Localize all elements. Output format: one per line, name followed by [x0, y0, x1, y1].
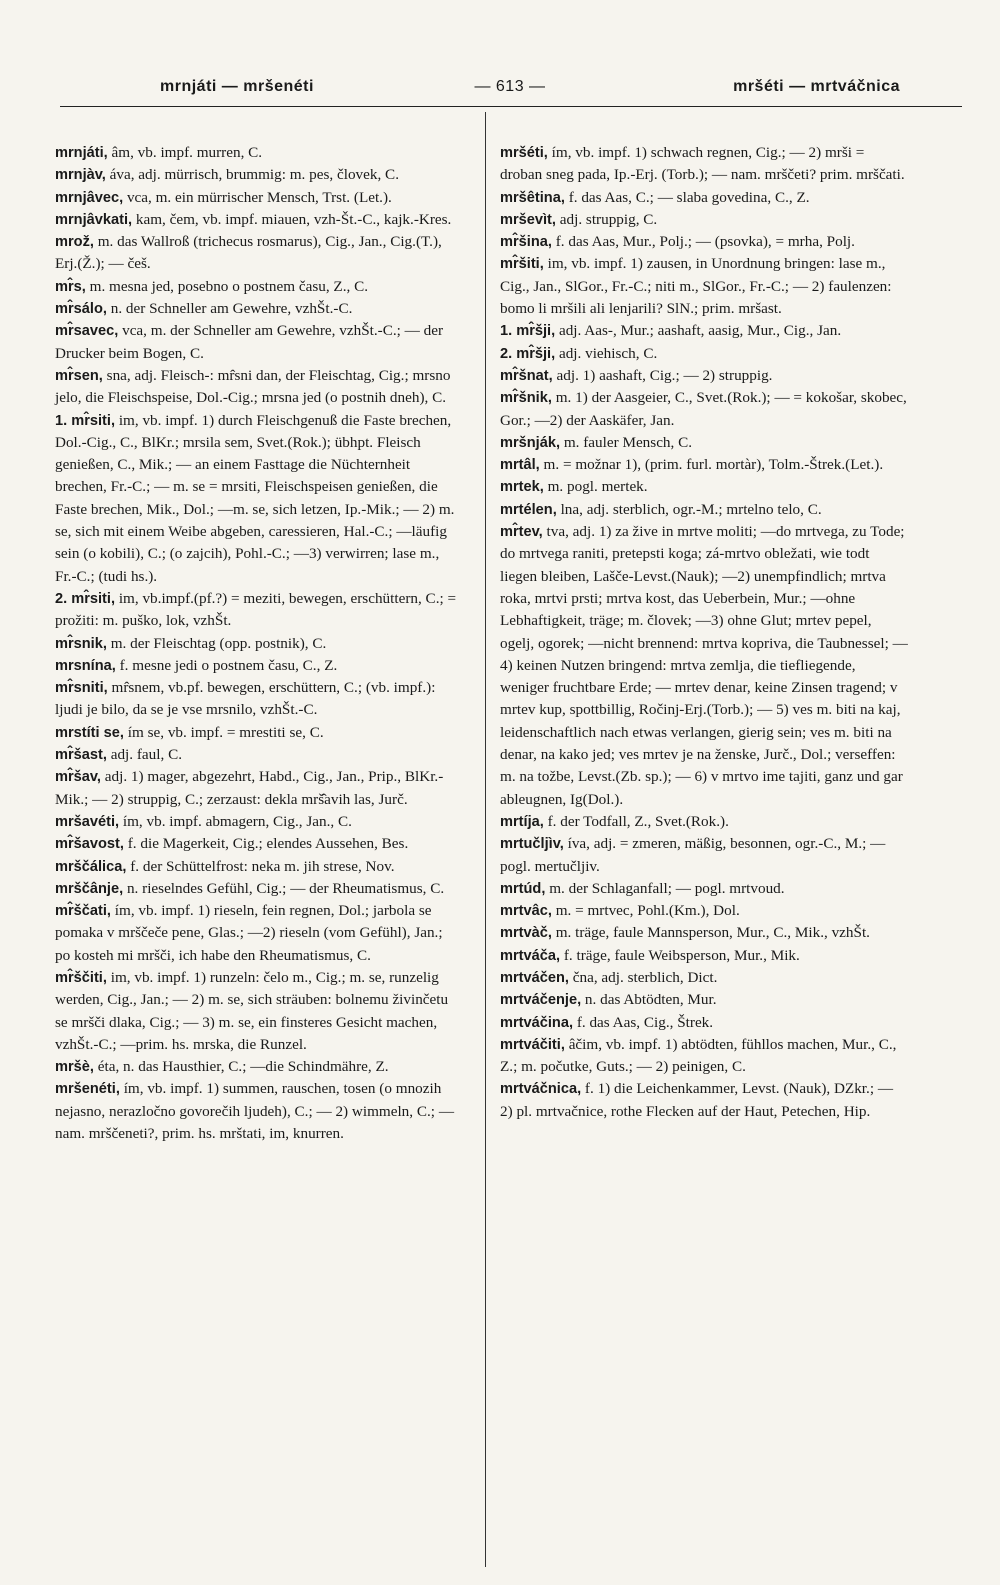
dictionary-entry: [55, 677, 457, 722]
entry-headword: mr̂ščati,: [55, 903, 111, 920]
entry-definition: ím, vb. impf. abmagern, Cig., Jan., C.: [122, 812, 352, 830]
entry-definition: adj. struppig, C.: [559, 210, 658, 228]
dictionary-entry: [500, 454, 908, 476]
dictionary-entry: [55, 878, 457, 900]
entry-headword: mrstíti se,: [55, 724, 124, 741]
entry-definition: n. rieselndes Gefühl, Cig.; — der Rheumatismus, C.: [126, 879, 445, 897]
entry-headword: mr̂snik,: [55, 635, 107, 652]
entry-headword: mrtúd,: [500, 880, 546, 897]
entry-headword: mrtváčenje,: [500, 992, 582, 1009]
dictionary-entry: [55, 655, 457, 677]
dictionary-entry: [55, 722, 457, 744]
dictionary-entry: [55, 967, 457, 1056]
entry-definition: f. der Todfall, Z., Svet.(Rok.).: [547, 812, 729, 830]
entry-headword: mršêtina,: [500, 189, 565, 206]
dictionary-entry: [500, 476, 908, 498]
entry-headword: mrnjâvec,: [55, 189, 124, 206]
entry-headword: mrtek,: [500, 479, 544, 496]
entry-headword: mrtučljìv,: [500, 836, 564, 853]
dictionary-entry: [500, 343, 908, 365]
dictionary-entry: [500, 142, 908, 187]
entry-headword: mrtvâc,: [500, 903, 552, 920]
dictionary-entry: [500, 967, 908, 989]
left-column: [55, 142, 457, 1145]
entry-headword: mršè,: [55, 1059, 94, 1076]
dictionary-entry: [500, 231, 908, 253]
entry-headword: mrščálica,: [55, 858, 127, 875]
entry-definition: f. der Schüttelfrost: neka m. jih strese, Nov.: [130, 857, 395, 875]
entry-definition: adj. faul, C.: [110, 746, 182, 764]
entry-definition: m. der Fleischtag (opp. postnik), C.: [110, 634, 327, 652]
dictionary-entry: [500, 387, 908, 432]
entry-headword: mrševìt,: [500, 211, 556, 228]
entry-headword: mrtváča,: [500, 947, 561, 964]
dictionary-entry: [500, 945, 908, 967]
entry-definition: íva, adj. = zmeren, mäßig, besonnen, ogr.-C., M.; — pogl. mertučljiv.: [500, 835, 886, 875]
dictionary-entry: [55, 209, 457, 231]
entry-headword: 2. mr̂siti,: [55, 590, 116, 607]
entry-definition: m. das Wallroß (trichecus rosmarus), Cig., Jan., Cig.(T.), Erj.(Ž.); — češ.: [55, 233, 442, 273]
dictionary-entry: [500, 209, 908, 231]
entry-definition: âčim, vb. impf. 1) abtödten, fühllos machen, Mur., C., Z.; m. počutke, Guts.; — 2) peinigen, C.: [500, 1035, 897, 1076]
entry-definition: âm, vb. impf. murren, C.: [111, 144, 263, 161]
dictionary-entry: [55, 744, 457, 766]
entry-headword: mršavéti,: [55, 813, 120, 830]
dictionary-entry: [55, 811, 457, 833]
entry-headword: mrnjáti,: [55, 145, 108, 161]
dictionary-entry: [55, 1056, 457, 1078]
entry-definition: im, vb. impf. 1) zausen, in Unordnung bringen: lase m., Cig., Jan., SlGor., Fr.-C.; niti m., SlGor., Fr.-C.; — 2) faulenzen: bomo li mršili ali lenjarili? SlN.; prim. mršast.: [500, 255, 892, 318]
entry-headword: mrsnína,: [55, 657, 116, 674]
entry-definition: vca, m. der Schneller am Gewehre, vzhŠt.-C.; — der Drucker beim Bogen, C.: [55, 322, 444, 362]
dictionary-entry: [500, 320, 908, 342]
entry-definition: n. der Schneller am Gewehre, vzhŠt.-C.: [110, 300, 353, 318]
entry-definition: im, vb.impf.(pf.?) = meziti, bewegen, erschüttern, C.; = prožiti: m. puško, lok, vzhŠt.: [55, 589, 457, 630]
entry-headword: 2. mr̂šji,: [500, 345, 556, 362]
entry-definition: m. = mrtvec, Pohl.(Km.), Dol.: [555, 902, 740, 920]
entry-headword: mr̂sálo,: [55, 301, 107, 318]
entry-headword: mrščânje,: [55, 880, 124, 897]
entry-headword: 1. mr̂siti,: [55, 412, 116, 429]
entry-definition: ím, vb. impf. 1) schwach regnen, Cig.; — 2) mrši = droban sneg pada, Ip.-Erj. (Torb.); — nam. mrščeti? prim. mrščati.: [500, 144, 905, 184]
entry-headword: mrtváčina,: [500, 1014, 574, 1031]
page-number: — 613 —: [474, 78, 546, 95]
entry-definition: adj. 1) mager, abgezehrt, Habd., Cig., Jan., Prip., BlKr.-Mik.; — 2) struppig, C.; zerzaust: dekla mrš̂avih las, Jurč.: [55, 768, 444, 808]
entry-definition: f. träge, faule Weibsperson, Mur., Mik.: [563, 946, 800, 964]
entry-headword: mr̂tev,: [500, 524, 543, 541]
entry-headword: mr̂šnik,: [500, 390, 552, 407]
entry-definition: čna, adj. sterblich, Dict.: [572, 968, 718, 986]
entry-definition: m. mesna jed, posebno o postnem času, Z., C.: [89, 277, 369, 295]
entry-headword: mrtváčen,: [500, 969, 569, 986]
dictionary-entry: [500, 253, 908, 320]
dictionary-entry: [55, 164, 457, 186]
entry-definition: vca, m. ein mürrischer Mensch, Trst. (Let.).: [126, 188, 392, 206]
entry-definition: kam, čem, vb. impf. miauen, vzh-Št.-C., kajk.-Kres.: [135, 210, 452, 228]
entry-definition: sna, adj. Fleisch-: mr̂sni dan, der Fleischtag, Cig.; mrsno jelo, die Fleischspeise, Dol.-Cig.; mrsna jed (o postnih dneh), C.: [55, 366, 451, 407]
entry-definition: m. = možnar 1), (prim. furl. mortàr), Tolm.-Štrek.(Let.).: [543, 456, 884, 474]
entry-headword: mr̂šina,: [500, 234, 552, 251]
dictionary-entry: [55, 142, 457, 164]
entry-definition: im, vb. impf. 1) durch Fleischgenuß die Faste brechen, Dol.-Cig., C., BlKr.; mrsila sem, Svet.(Rok.); übhpt. Fleisch genießen, C., Mik.; — an einem Fasttage die Nüchternheit brechen, Fr.-C.; — m. se = mrsiti, Fleischspeisen genießen, die Faste brechen, Mik., Dol.; —m. se, sich letzen, Ip.-Mik.; — 2) m. se, sich mit einem Weibe abgeben, caressieren, Hal.-C.; —läufig sein (o kobili), C.; (o zajcih), Pohl.-C.; —3) verwirren; lase m., Fr.-C.; (tudi hs.).: [55, 411, 455, 585]
dictionary-entry: [55, 833, 457, 855]
dictionary-entry: [500, 878, 908, 900]
dictionary-entry: [500, 1012, 908, 1034]
entry-headword: mršéti,: [500, 145, 548, 161]
entry-definition: áva, adj. mürrisch, brummig: m. pes, človek, C.: [109, 166, 399, 184]
entry-headword: mrtíja,: [500, 813, 544, 830]
entry-headword: mrtâl,: [500, 457, 540, 474]
entry-definition: mr̂snem, vb.pf. bewegen, erschüttern, C.; (vb. impf.): ljudi je bilo, da se je vse mrsnilo, vzhŠt.-C.: [55, 679, 436, 719]
entry-definition: m. 1) der Aasgeier, C., Svet.(Rok.); — = kokošar, skobec, Gor.; —2) der Aaskäfer, Jan.: [500, 389, 907, 429]
dictionary-entry: [55, 588, 457, 633]
entry-definition: im, vb. impf. 1) runzeln: čelo m., Cig.; m. se, runzelig werden, Cig., Jan.; — 2) m. se, sich sträuben: bolnemu živinčetu se mršči dlaka, Cig.; — 3) m. se, ein finsteres Gesicht machen, vzhŠt.-C.; —prim. hs. mrska, die Runzel.: [55, 968, 449, 1053]
entry-definition: tva, adj. 1) za žive in mrtve moliti; —do mrtvega, zu Tode; do mrtvega raniti, pretepsti koga; zá-mrtvo obležati, wie todt liegen bleiben, Lašče-Levst.(Nauk); —2) unempfindlich; mrtva roka, mrtvi prsti; mrtva kost, das Ueberbein, Mur.; —ohne Lebhaftigkeit, träge; m. človek; —3) ohne Glut; mrtev pepel, ogelj, ogorek; —nicht brennend: mrtva kopriva, die Taubnessel; — 4) keinen Nutzen bringend: mrtva zemlja, die tiefliegende, weniger fruchtbare Erde; — mrtev denar, keine Zinsen tragend; v mrtev kup, spottbillig, Ročinj-Erj.(Torb.); — 5) ves m. biti na kaj, leidenschaftlich nach etwas verlangen, gierig sein; ves m. biti na denar, na kako jed; ves mrtev je na ženske, Jurč., Dol.; verseffen: m. na tožbe, Levst.(Zb. sp.); — 6) v mrtvo ime tajiti, ganz und gar ableugnen, Ig(Dol.).: [500, 523, 908, 808]
entry-definition: f. die Magerkeit, Cig.; elendes Aussehen, Bes.: [127, 835, 409, 853]
dictionary-entry: [500, 187, 908, 209]
entry-definition: adj. Aas-, Mur.; aashaft, aasig, Mur., Cig., Jan.: [558, 322, 842, 340]
header-rule: [60, 106, 962, 107]
dictionary-entry: [500, 833, 908, 878]
entry-definition: adj. viehisch, C.: [558, 344, 658, 362]
entry-headword: mrtváčiti,: [500, 1036, 565, 1053]
dictionary-entry: [500, 989, 908, 1011]
dictionary-entry: [500, 432, 908, 454]
entry-headword: mr̂šiti,: [500, 256, 544, 273]
entry-headword: mrož,: [55, 234, 94, 251]
entry-headword: mrtélen,: [500, 501, 557, 518]
dictionary-entry: [500, 499, 908, 521]
entry-headword: mršenéti,: [55, 1081, 120, 1098]
entry-definition: f. mesne jedi o postnem času, C., Z.: [119, 656, 338, 674]
entry-definition: ím, vb. impf. 1) rieseln, fein regnen, Dol.; jarbola se pomaka v mrščeče pene, Glas.; —2) rieseln (vom Gefühl), Jan.; po kosteh mi mršči, ich habe den Rheumatismus, C.: [55, 902, 443, 964]
entry-headword: mr̂šnat,: [500, 367, 553, 384]
dictionary-entry: [55, 900, 457, 967]
entry-definition: n. das Abtödten, Mur.: [584, 991, 717, 1009]
entry-definition: f. das Aas, C.; — slaba govedina, C., Z.: [568, 188, 810, 206]
dictionary-entry: [55, 633, 457, 655]
entry-definition: éta, n. das Hausthier, C.; —die Schindmähre, Z.: [97, 1058, 389, 1076]
entry-definition: ím se, vb. impf. = mrestiti se, C.: [127, 723, 324, 741]
dictionary-entry: [500, 521, 908, 811]
dictionary-entry: [55, 320, 457, 365]
entry-headword: 1. mr̂šji,: [500, 323, 556, 340]
dictionary-entry: [55, 298, 457, 320]
entry-definition: m. träge, faule Mannsperson, Mur., C., Mik., vzhŠt.: [555, 924, 870, 942]
entry-definition: m. der Schlaganfall; — pogl. mrtvoud.: [549, 879, 785, 897]
dictionary-entry: [55, 766, 457, 811]
entry-headword: mrtváčnica,: [500, 1081, 582, 1098]
dictionary-entry: [55, 231, 457, 276]
dictionary-entry: [500, 1034, 908, 1079]
entry-definition: f. das Aas, Mur., Polj.; — (psovka), = mrha, Polj.: [555, 233, 855, 251]
entry-headword: mr̂s,: [55, 278, 86, 295]
dictionary-entry: [55, 856, 457, 878]
dictionary-entry: [500, 1078, 908, 1123]
entry-headword: mr̂ščiti,: [55, 969, 107, 986]
dictionary-entry: [55, 276, 457, 298]
entry-definition: f. 1) die Leichenkammer, Levst. (Nauk), DZkr.; — 2) pl. mrtvačnice, rothe Flecken auf der Haut, Petechen, Hip.: [500, 1080, 894, 1120]
dictionary-entry: [55, 410, 457, 588]
entry-headword: mr̂šav,: [55, 769, 101, 786]
entry-headword: mrtvàč,: [500, 925, 552, 942]
entry-headword: mrnjâvkati,: [55, 211, 133, 228]
dictionary-entry: [500, 365, 908, 387]
dictionary-entry: [55, 365, 457, 410]
header-right-guide: mršéti — mrtváčnica: [733, 78, 900, 95]
column-divider: [485, 112, 486, 1567]
dictionary-entry: [500, 922, 908, 944]
entry-headword: mr̂sniti,: [55, 680, 108, 697]
dictionary-entry: [500, 900, 908, 922]
entry-headword: mr̂šavost,: [55, 836, 124, 853]
entry-headword: mr̂šast,: [55, 747, 107, 764]
entry-definition: m. fauler Mensch, C.: [563, 433, 693, 451]
entry-headword: mr̂sen,: [55, 367, 103, 384]
dictionary-entry: [55, 187, 457, 209]
entry-definition: adj. 1) aashaft, Cig.; — 2) struppig.: [556, 366, 773, 384]
entry-headword: mr̂savec,: [55, 323, 119, 340]
header-left-guide: mrnjáti — mršenéti: [160, 78, 314, 95]
entry-definition: lna, adj. sterblich, ogr.-M.; mrtelno telo, C.: [560, 500, 822, 518]
entry-definition: f. das Aas, Cig., Štrek.: [576, 1013, 714, 1031]
right-column: [500, 142, 908, 1123]
entry-definition: ím, vb. impf. 1) summen, rauschen, tosen (o mnozih nejasno, nerazločno govorečih ljudeh), C.; — 2) wimmeln, C.; — nam. mrščeneti?, prim. hs. mrštati, im, knurren.: [55, 1080, 455, 1143]
running-header: [120, 78, 900, 104]
entry-headword: mršnják,: [500, 434, 561, 451]
entry-headword: mrnjàv,: [55, 167, 106, 184]
entry-definition: m. pogl. mertek.: [547, 478, 648, 496]
dictionary-entry: [55, 1078, 457, 1145]
dictionary-entry: [500, 811, 908, 833]
